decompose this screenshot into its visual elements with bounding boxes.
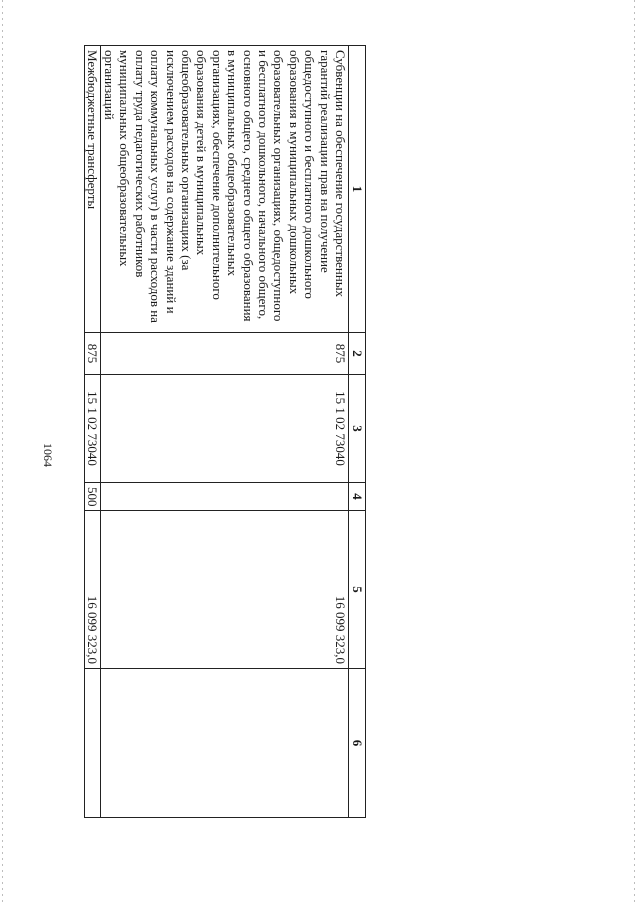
row-ministry-code: 875	[101, 333, 349, 375]
row-expense-type	[101, 483, 349, 511]
row-target-article: 15 1 02 73040	[85, 375, 101, 483]
budget-table-rotated	[86, 45, 366, 817]
header-col-3: 3	[349, 375, 366, 483]
row-col6	[101, 669, 349, 818]
header-col-2: 2	[349, 333, 366, 375]
header-col-1: 1	[349, 46, 366, 333]
row-amount: 16 099 323,0	[101, 511, 349, 669]
row-amount: 16 099 323,0	[85, 511, 101, 669]
budget-table	[84, 45, 366, 818]
scan-edge-left	[2, 0, 3, 905]
header-col-6: 6	[349, 669, 366, 818]
row-name: Межбюджетные трансферты	[85, 46, 101, 333]
row-col6	[85, 669, 101, 818]
scan-edge-right	[634, 0, 635, 905]
header-row	[349, 46, 366, 818]
row-ministry-code: 875	[85, 333, 101, 375]
table-row	[85, 46, 101, 818]
table-row	[101, 46, 349, 818]
row-expense-type: 500	[85, 483, 101, 511]
page-number: 1064	[41, 443, 55, 467]
row-target-article: 15 1 02 73040	[101, 375, 349, 483]
header-col-5: 5	[349, 511, 366, 669]
header-col-4: 4	[349, 483, 366, 511]
row-name: Субвенции на обеспечение государственных гарантий реализации прав на получение общедоступного и бесплатного дошкольного образования в муниципальных дошкольных образовательных организациях, общедоступного и бесплатного дошкольного, начального общего, основного общего, среднего общего образования в муниципальных общеобразовательных организациях, обеспечение дополнительного образования детей в муниципальных общеобразовательных организациях (за исключением расходов на содержание зданий и оплату коммунальных услуг) в части расходов на оплату труда педагогических работников муниципальных общеобразовательных организаций	[101, 46, 349, 333]
budget-table-container	[86, 45, 366, 817]
